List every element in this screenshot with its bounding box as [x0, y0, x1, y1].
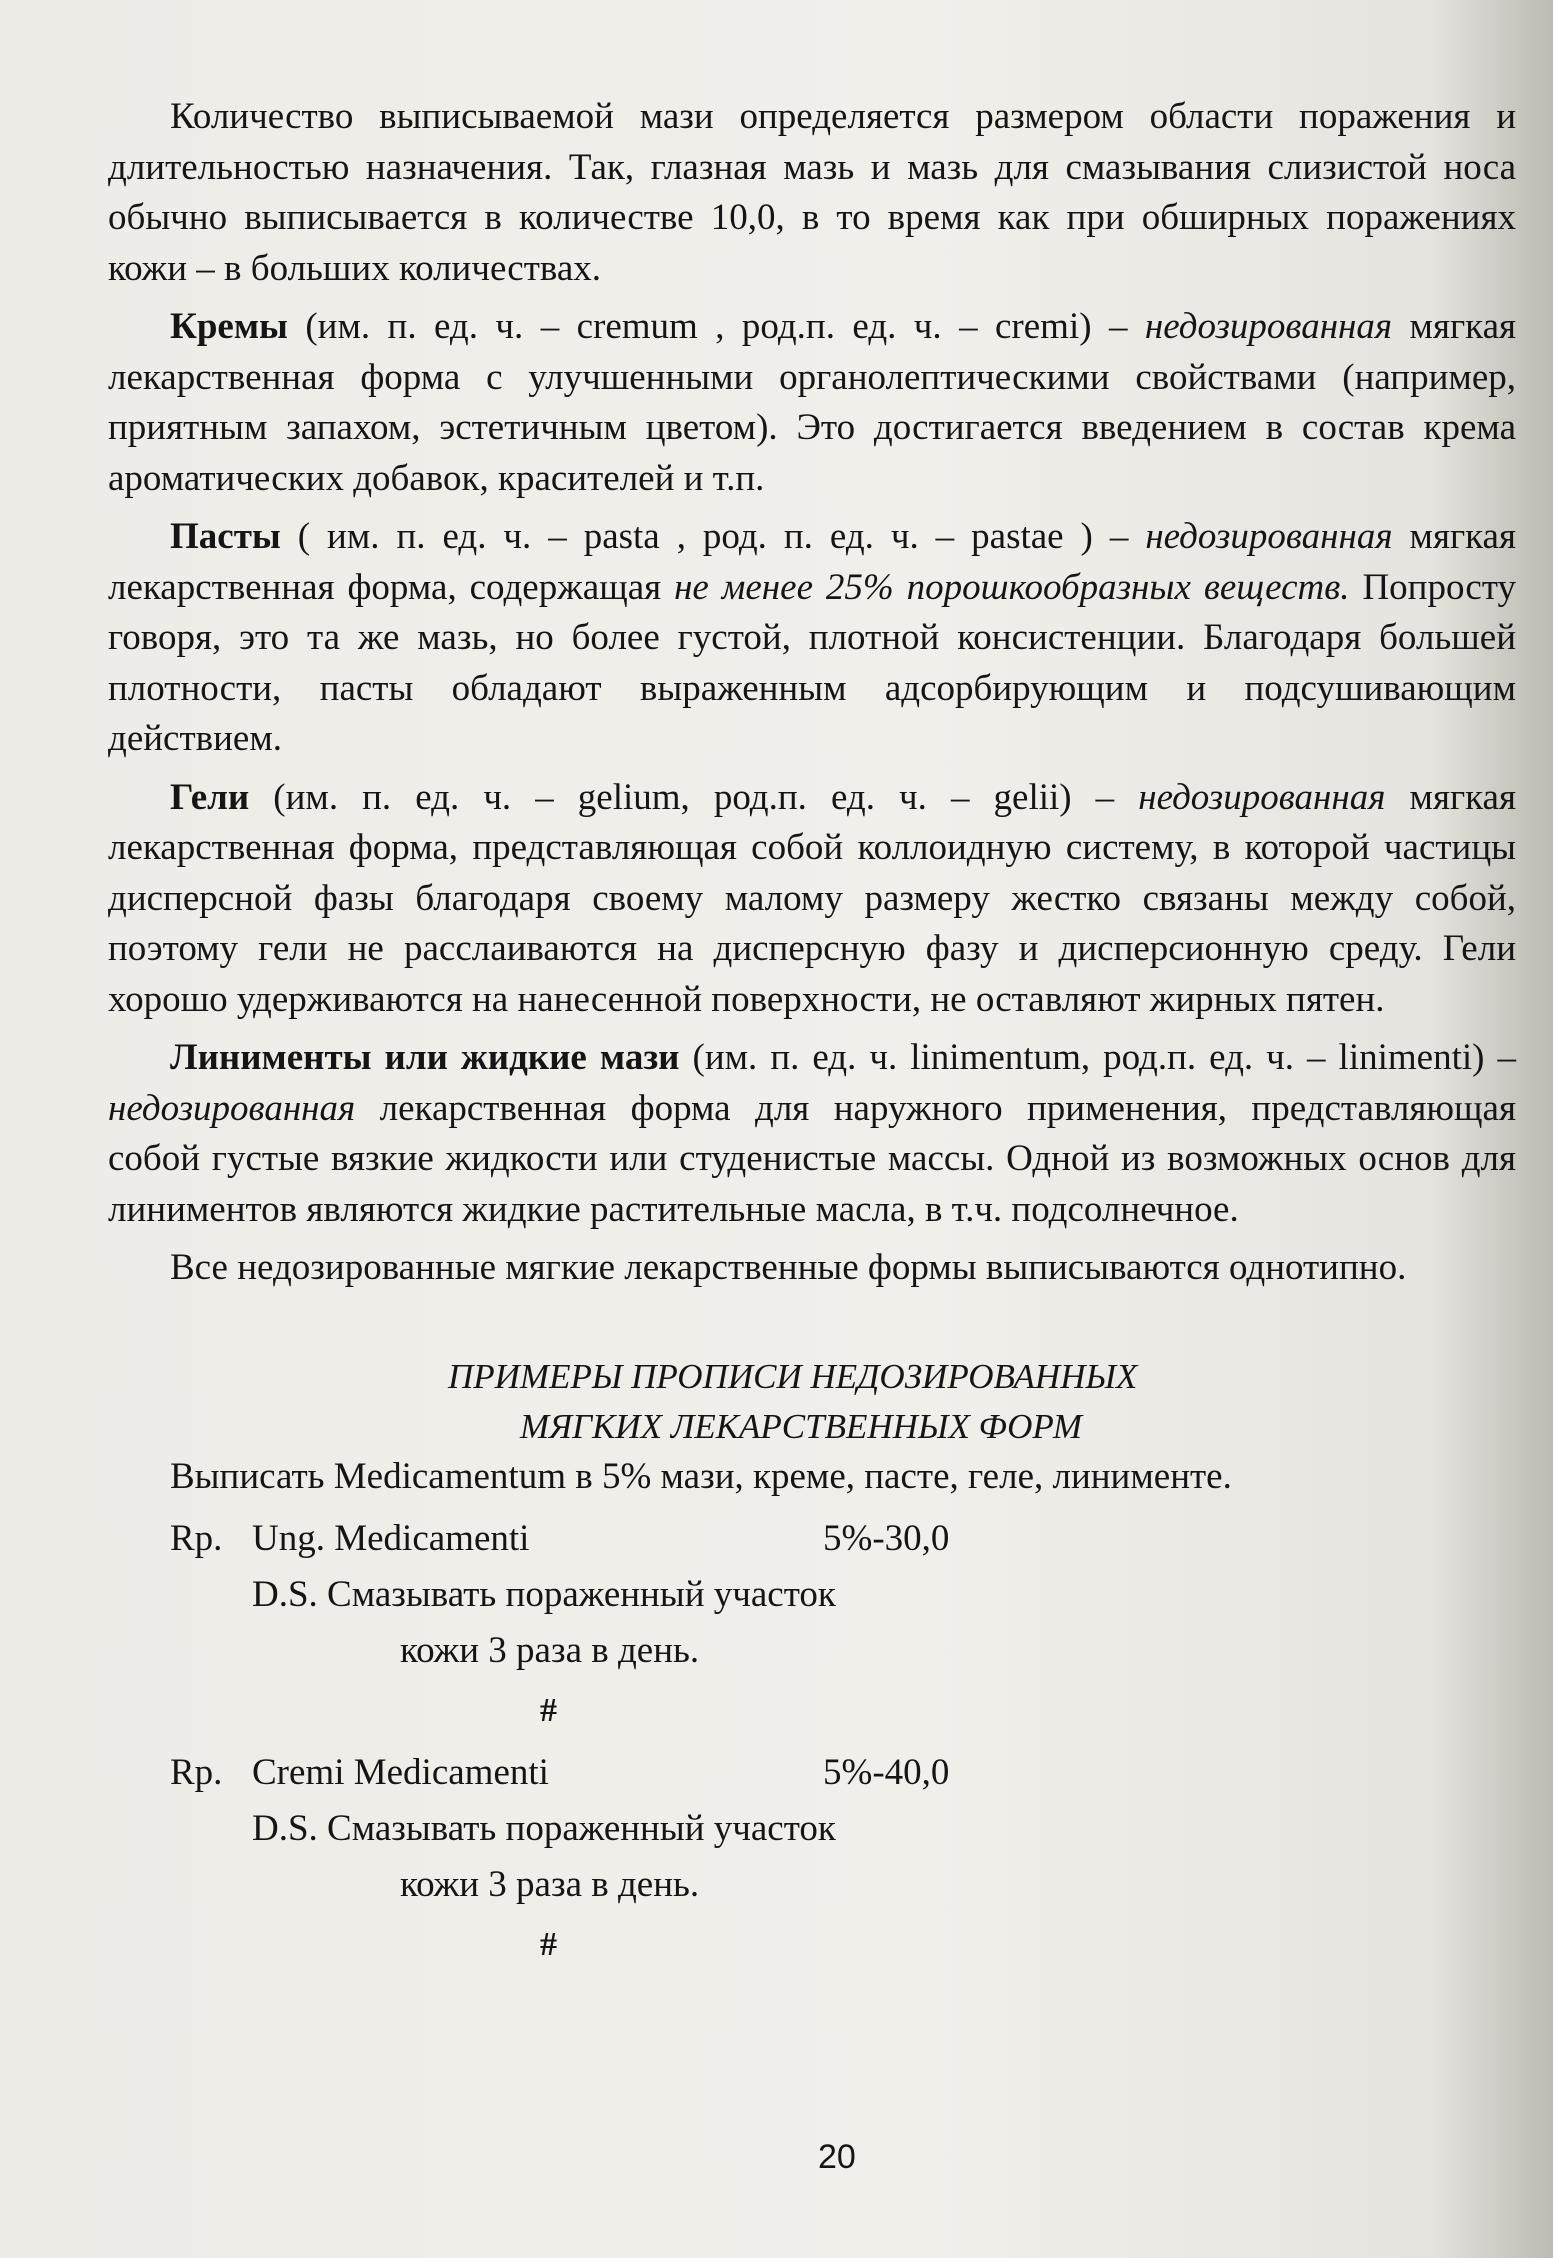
prescription-intro: Выписать Medicamentum в 5% мази, креме, пасте, геле, линименте. [170, 1455, 1232, 1497]
page-number: 20 [818, 2138, 856, 2176]
signa-line: D.S. Смазывать пораженный участок [252, 1574, 836, 1615]
section-title-line-2: МЯГКИХ ЛЕКАРСТВЕННЫХ ФОРМ [520, 1406, 1083, 1446]
liniments-rest: лекарственная форма для наружного применения, представляющая собой густые вязкие жидкости или студенистые массы. Одной из возможных основ для линиментов являются жидкие растительные масла, в т.ч. подсолнечное. [108, 1087, 1516, 1230]
prescription-separator: # [540, 1926, 557, 1963]
pastes-italic: недозированная [1145, 516, 1393, 557]
prescription-dose: 5%-30,0 [823, 1518, 950, 1559]
paragraph-liniments [108, 1033, 1516, 1235]
prescription-separator: # [540, 1692, 557, 1729]
signa-line: D.S. Смазывать пораженный участок [252, 1808, 836, 1849]
liniments-definition: (им. п. ед. ч. linimentum, род.п. ед. ч. – linimenti) – [679, 1037, 1516, 1078]
term-pastes: Пасты [170, 516, 281, 557]
page-content [108, 92, 1516, 1970]
prescription-line [108, 1748, 1516, 1798]
prescription-name: Ung. Medicamenti [252, 1518, 530, 1559]
creams-rest: мягкая лекарственная форма с улучшенными органолептическими свойствами (например, приятным запахом, эстетичным цветом). Это достигается введением в состав крема ароматических добавок, красителей и т.п. [108, 306, 1517, 499]
prescription-line [108, 1514, 1516, 1564]
gels-definition: (им. п. ед. ч. – gelium, род.п. ед. ч. – gelii) – [249, 776, 1139, 818]
prescription-dose: 5%-40,0 [823, 1752, 950, 1793]
term-gels: Гели [170, 776, 250, 818]
paragraph-creams [108, 302, 1516, 504]
signa-continuation: кожи 3 раза в день. [400, 1864, 700, 1905]
paragraph-all-forms: Все недозированные мягкие лекарственные формы выписываются однотипно. [170, 1247, 1407, 1288]
pastes-definition: ( им. п. ед. ч. – pasta , род. п. ед. ч. – pastae ) – [280, 516, 1146, 557]
gels-italic: недозированная [1138, 776, 1386, 818]
signa-continuation: кожи 3 раза в день. [400, 1630, 700, 1671]
paragraph-pastes [108, 512, 1516, 765]
pastes-rest: Попросту говоря, это та же мазь, но более густой, плотной консистенции. Благодаря большей плотности, пасты обладают выраженным адсорбирующим и подсушивающим действием. [108, 566, 1517, 759]
rp-label: Rp. [170, 1518, 223, 1559]
liniments-italic: недозированная [108, 1087, 356, 1129]
gels-rest: мягкая лекарственная форма, представляющая собой коллоидную систему, в которой частицы дисперсной фазы благодаря своему малому размеру жестко связаны между собой, поэтому гели не расслаиваются на дисперсную фазу и дисперсионную среду. Гели хорошо удерживаются на нанесенной поверхности, не оставляют жирных пятен. [108, 776, 1516, 1020]
section-title-line-1: ПРИМЕРЫ ПРОПИСИ НЕДОЗИРОВАННЫХ [448, 1356, 1138, 1396]
paragraph-ointment-quantity: Количество выписываемой мази определяется размером области поражения и длительностью назначения. Так, глазная мазь и мазь для смазывания слизистой носа обычно выписывается в количестве 10,0, в то время как при обширных поражениях кожи – в больших количествах. [108, 96, 1516, 289]
pastes-mid: мягкая лекарственная форма, содержащая [108, 516, 1516, 608]
pastes-italic-2: не менее 25% порошкообразных веществ. [674, 566, 1350, 608]
creams-definition: (им. п. ед. ч. – cremum , род.п. ед. ч. – cremi) – [287, 306, 1145, 347]
term-creams: Кремы [170, 306, 288, 347]
creams-italic: недозированная [1144, 306, 1393, 347]
rp-label: Rp. [170, 1752, 223, 1793]
paragraph-gels [108, 773, 1516, 1026]
section-title [108, 1352, 1516, 1452]
prescription-ointment [108, 1514, 1516, 1736]
term-liniments: Линименты или жидкие мази [170, 1037, 680, 1078]
prescription-cream [108, 1748, 1516, 1970]
prescription-name: Cremi Medicamenti [252, 1752, 549, 1793]
